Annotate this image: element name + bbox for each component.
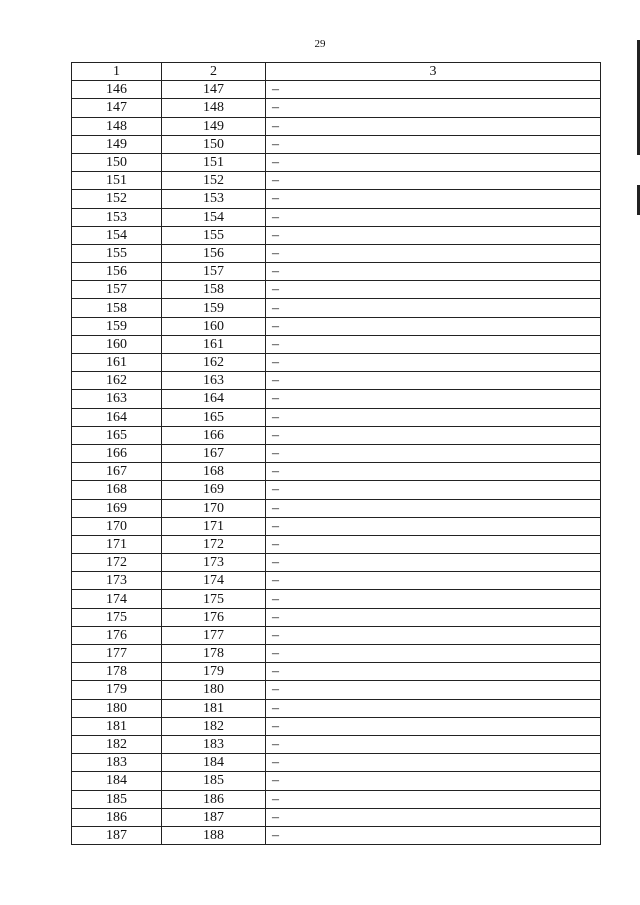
table-row — [72, 81, 601, 99]
table-cell-col1: 162 — [72, 372, 162, 390]
table-cell-col1: 166 — [72, 444, 162, 462]
table-row — [72, 390, 601, 408]
table-cell-col2: 151 — [162, 153, 266, 171]
table-cell-col1: 165 — [72, 426, 162, 444]
table-row — [72, 826, 601, 844]
table-cell-col2: 188 — [162, 826, 266, 844]
table-header-row — [72, 63, 601, 81]
table-cell-col1: 171 — [72, 535, 162, 553]
table-cell-col3: – — [266, 317, 601, 335]
table-cell-col3: – — [266, 499, 601, 517]
table-cell-col2: 170 — [162, 499, 266, 517]
table-row — [72, 699, 601, 717]
table-cell-col2: 179 — [162, 663, 266, 681]
table-cell-col1: 163 — [72, 390, 162, 408]
table-cell-col2: 157 — [162, 263, 266, 281]
column-header-3: 3 — [266, 63, 601, 81]
table-row — [72, 281, 601, 299]
table-row — [72, 117, 601, 135]
table-cell-col1: 179 — [72, 681, 162, 699]
table-row — [72, 681, 601, 699]
table-row — [72, 299, 601, 317]
table-row — [72, 444, 601, 462]
table-row — [72, 172, 601, 190]
table-row — [72, 626, 601, 644]
table-cell-col1: 154 — [72, 226, 162, 244]
table-cell-col1: 169 — [72, 499, 162, 517]
table-row — [72, 408, 601, 426]
table-cell-col3: – — [266, 263, 601, 281]
table-cell-col3: – — [266, 208, 601, 226]
table-cell-col1: 175 — [72, 608, 162, 626]
table-row — [72, 717, 601, 735]
table-cell-col3: – — [266, 699, 601, 717]
table-row — [72, 499, 601, 517]
table-row — [72, 608, 601, 626]
table-cell-col1: 147 — [72, 99, 162, 117]
table-cell-col2: 152 — [162, 172, 266, 190]
table-cell-col3: – — [266, 481, 601, 499]
table-row — [72, 645, 601, 663]
table-cell-col2: 160 — [162, 317, 266, 335]
table-row — [72, 463, 601, 481]
column-header-1: 1 — [72, 63, 162, 81]
table-cell-col3: – — [266, 681, 601, 699]
table-cell-col1: 177 — [72, 645, 162, 663]
table-cell-col2: 187 — [162, 808, 266, 826]
table-cell-col3: – — [266, 372, 601, 390]
table-cell-col2: 183 — [162, 735, 266, 753]
table-cell-col1: 180 — [72, 699, 162, 717]
table-cell-col2: 176 — [162, 608, 266, 626]
table-cell-col3: – — [266, 735, 601, 753]
table-cell-col1: 160 — [72, 335, 162, 353]
table-cell-col3: – — [266, 390, 601, 408]
table-cell-col3: – — [266, 244, 601, 262]
table-cell-col1: 181 — [72, 717, 162, 735]
table-row — [72, 554, 601, 572]
table-row — [72, 372, 601, 390]
table-row — [72, 790, 601, 808]
table-cell-col1: 184 — [72, 772, 162, 790]
table-cell-col1: 186 — [72, 808, 162, 826]
table-cell-col3: – — [266, 444, 601, 462]
table-cell-col1: 174 — [72, 590, 162, 608]
table-cell-col1: 152 — [72, 190, 162, 208]
table-cell-col1: 176 — [72, 626, 162, 644]
table-row — [72, 153, 601, 171]
table-cell-col1: 185 — [72, 790, 162, 808]
table-row — [72, 754, 601, 772]
table-cell-col2: 165 — [162, 408, 266, 426]
table-cell-col3: – — [266, 517, 601, 535]
table-row — [72, 135, 601, 153]
table-cell-col3: – — [266, 572, 601, 590]
table-cell-col1: 157 — [72, 281, 162, 299]
table-row — [72, 190, 601, 208]
table-cell-col3: – — [266, 590, 601, 608]
table-cell-col3: – — [266, 99, 601, 117]
table-cell-col3: – — [266, 554, 601, 572]
table-cell-col2: 161 — [162, 335, 266, 353]
table-row — [72, 481, 601, 499]
table-cell-col2: 181 — [162, 699, 266, 717]
table-cell-col3: – — [266, 826, 601, 844]
table-cell-col2: 168 — [162, 463, 266, 481]
table-body — [72, 81, 601, 845]
table-cell-col1: 168 — [72, 481, 162, 499]
table-cell-col2: 153 — [162, 190, 266, 208]
table-cell-col2: 173 — [162, 554, 266, 572]
numbering-table — [71, 62, 601, 845]
table-row — [72, 572, 601, 590]
table-cell-col2: 180 — [162, 681, 266, 699]
table-cell-col3: – — [266, 663, 601, 681]
table-cell-col3: – — [266, 772, 601, 790]
table-row — [72, 208, 601, 226]
table-cell-col2: 148 — [162, 99, 266, 117]
table-cell-col2: 175 — [162, 590, 266, 608]
table-cell-col3: – — [266, 608, 601, 626]
table-cell-col2: 185 — [162, 772, 266, 790]
table-cell-col2: 172 — [162, 535, 266, 553]
table-row — [72, 735, 601, 753]
table-cell-col2: 159 — [162, 299, 266, 317]
table-cell-col2: 167 — [162, 444, 266, 462]
table-cell-col1: 164 — [72, 408, 162, 426]
table-cell-col2: 169 — [162, 481, 266, 499]
table-cell-col3: – — [266, 408, 601, 426]
table-cell-col1: 150 — [72, 153, 162, 171]
table-row — [72, 517, 601, 535]
table-cell-col1: 159 — [72, 317, 162, 335]
table-cell-col1: 161 — [72, 354, 162, 372]
table-cell-col3: – — [266, 335, 601, 353]
table-cell-col1: 187 — [72, 826, 162, 844]
page-number: 29 — [314, 38, 326, 50]
table-cell-col2: 147 — [162, 81, 266, 99]
table-cell-col1: 151 — [72, 172, 162, 190]
table-cell-col3: – — [266, 754, 601, 772]
table-cell-col1: 155 — [72, 244, 162, 262]
table-cell-col1: 149 — [72, 135, 162, 153]
table-cell-col1: 156 — [72, 263, 162, 281]
table-cell-col3: – — [266, 354, 601, 372]
table-cell-col2: 155 — [162, 226, 266, 244]
table-cell-col3: – — [266, 172, 601, 190]
table-row — [72, 772, 601, 790]
table-row — [72, 590, 601, 608]
table-cell-col3: – — [266, 808, 601, 826]
table-cell-col3: – — [266, 463, 601, 481]
table-cell-col1: 167 — [72, 463, 162, 481]
table-cell-col2: 177 — [162, 626, 266, 644]
table-cell-col3: – — [266, 626, 601, 644]
table-cell-col2: 154 — [162, 208, 266, 226]
table-row — [72, 808, 601, 826]
table-cell-col2: 166 — [162, 426, 266, 444]
table-cell-col2: 184 — [162, 754, 266, 772]
table-row — [72, 226, 601, 244]
table-row — [72, 263, 601, 281]
table-cell-col2: 171 — [162, 517, 266, 535]
table-cell-col1: 170 — [72, 517, 162, 535]
table-row — [72, 99, 601, 117]
table-cell-col2: 182 — [162, 717, 266, 735]
table-cell-col3: – — [266, 426, 601, 444]
table-cell-col1: 173 — [72, 572, 162, 590]
table-cell-col2: 149 — [162, 117, 266, 135]
table-row — [72, 663, 601, 681]
table-cell-col2: 158 — [162, 281, 266, 299]
table-cell-col3: – — [266, 190, 601, 208]
table-cell-col3: – — [266, 299, 601, 317]
table-cell-col3: – — [266, 81, 601, 99]
table-row — [72, 335, 601, 353]
table-row — [72, 317, 601, 335]
table-cell-col1: 172 — [72, 554, 162, 572]
table-cell-col1: 182 — [72, 735, 162, 753]
table-row — [72, 354, 601, 372]
table-cell-col3: – — [266, 226, 601, 244]
table-cell-col3: – — [266, 645, 601, 663]
table-cell-col3: – — [266, 153, 601, 171]
table-cell-col2: 164 — [162, 390, 266, 408]
table-cell-col3: – — [266, 717, 601, 735]
table-cell-col2: 150 — [162, 135, 266, 153]
table-row — [72, 535, 601, 553]
table-row — [72, 244, 601, 262]
table-cell-col3: – — [266, 790, 601, 808]
table-cell-col1: 158 — [72, 299, 162, 317]
table-cell-col3: – — [266, 281, 601, 299]
table-cell-col2: 178 — [162, 645, 266, 663]
table-cell-col3: – — [266, 535, 601, 553]
column-header-2: 2 — [162, 63, 266, 81]
table-cell-col1: 183 — [72, 754, 162, 772]
table-cell-col3: – — [266, 117, 601, 135]
table-row — [72, 426, 601, 444]
table-cell-col1: 178 — [72, 663, 162, 681]
table-cell-col1: 148 — [72, 117, 162, 135]
table-cell-col2: 156 — [162, 244, 266, 262]
table-cell-col2: 186 — [162, 790, 266, 808]
table-cell-col1: 153 — [72, 208, 162, 226]
table-cell-col3: – — [266, 135, 601, 153]
table-cell-col2: 163 — [162, 372, 266, 390]
table-cell-col2: 162 — [162, 354, 266, 372]
table-cell-col1: 146 — [72, 81, 162, 99]
table-cell-col2: 174 — [162, 572, 266, 590]
